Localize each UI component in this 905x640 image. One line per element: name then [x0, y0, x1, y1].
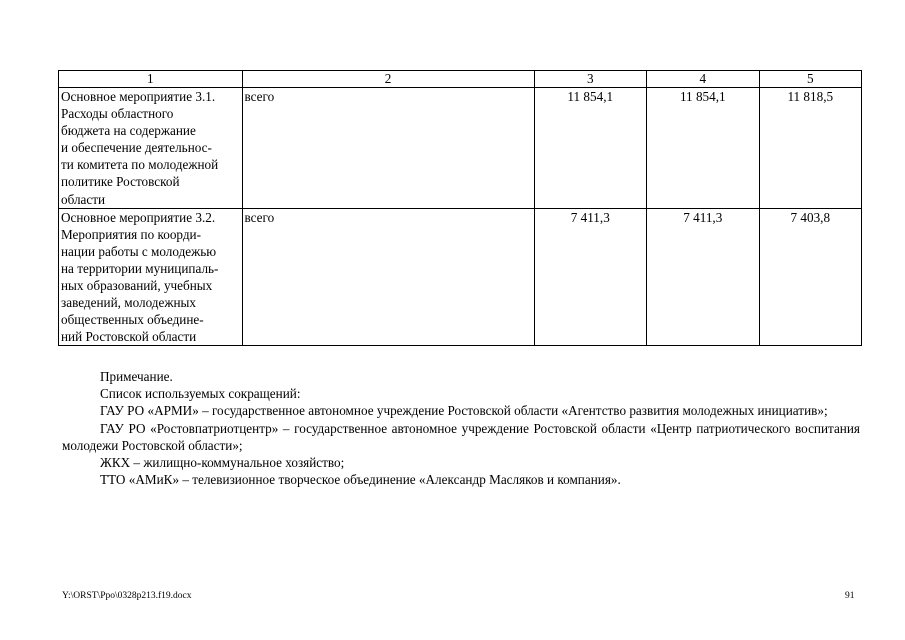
footer-file-path: Y:\ORST\Ppo\0328p213.f19.docx	[62, 591, 192, 601]
activity-name-line: ти комитета по молодежной	[61, 157, 219, 173]
budget-table	[58, 70, 862, 346]
activity-name-line: Основное мероприятие 3.1.	[61, 89, 216, 104]
activity-name-line: политике Ростовской	[61, 174, 180, 190]
value-col5-cell: 11 818,5	[759, 88, 861, 209]
activity-name-line: ных образований, учебных	[61, 278, 213, 294]
value-col4-cell: 7 411,3	[647, 208, 760, 346]
activity-name-line: нации работы с молодежью	[61, 243, 217, 259]
activity-name-cell	[59, 208, 243, 346]
table-row	[59, 88, 862, 209]
funding-source-cell: всего	[242, 208, 534, 346]
column-header-5: 5	[759, 71, 861, 88]
abbreviation-item: ГАУ РО «АРМИ» – государственное автономное учреждение Ростовской области «Агентство развития молодежных инициатив»;	[100, 403, 828, 419]
value-col5-cell: 7 403,8	[759, 208, 861, 346]
column-header-1: 1	[59, 71, 243, 88]
activity-name-line: общественных объедине-	[61, 312, 204, 328]
activity-name-line: Мероприятия по коорди-	[61, 226, 202, 242]
notes-section	[62, 368, 860, 488]
abbreviations-heading: Список используемых сокращений:	[100, 386, 301, 402]
table-row	[59, 208, 862, 346]
activity-name-cell	[59, 88, 243, 209]
value-col3-cell: 11 854,1	[534, 88, 647, 209]
table-header-row	[59, 71, 862, 88]
activity-name-line: Основное мероприятие 3.2.	[61, 209, 216, 225]
value-col3-cell: 7 411,3	[534, 208, 647, 346]
activity-name-line: области	[61, 191, 106, 207]
abbreviation-item: ГАУ РО «Ростовпатриотцентр» – государственное автономное учреждение Ростовской области «Центр патриотического воспитания молодежи Ростовской области»;	[62, 420, 860, 453]
activity-name-line: ний Ростовской области	[61, 329, 197, 345]
column-header-4: 4	[647, 71, 760, 88]
notes-title: Примечание.	[100, 369, 173, 384]
activity-name-line: бюджета на содержание	[61, 123, 196, 139]
abbreviation-item: ТТО «АМиК» – телевизионное творческое объединение «Александр Масляков и компания».	[100, 472, 621, 488]
column-header-2: 2	[242, 71, 534, 88]
activity-name-line: Расходы областного	[61, 106, 174, 122]
activity-name-line: заведений, молодежных	[61, 295, 196, 311]
value-col4-cell: 11 854,1	[647, 88, 760, 209]
activity-name-line: на территории муниципаль-	[61, 260, 219, 276]
column-header-3: 3	[534, 71, 647, 88]
activity-name-line: и обеспечение деятельнос-	[61, 140, 212, 156]
footer-page-number: 91	[845, 591, 855, 601]
funding-source-cell: всего	[242, 88, 534, 209]
abbreviation-item: ЖКХ – жилищно-коммунальное хозяйство;	[100, 455, 345, 471]
